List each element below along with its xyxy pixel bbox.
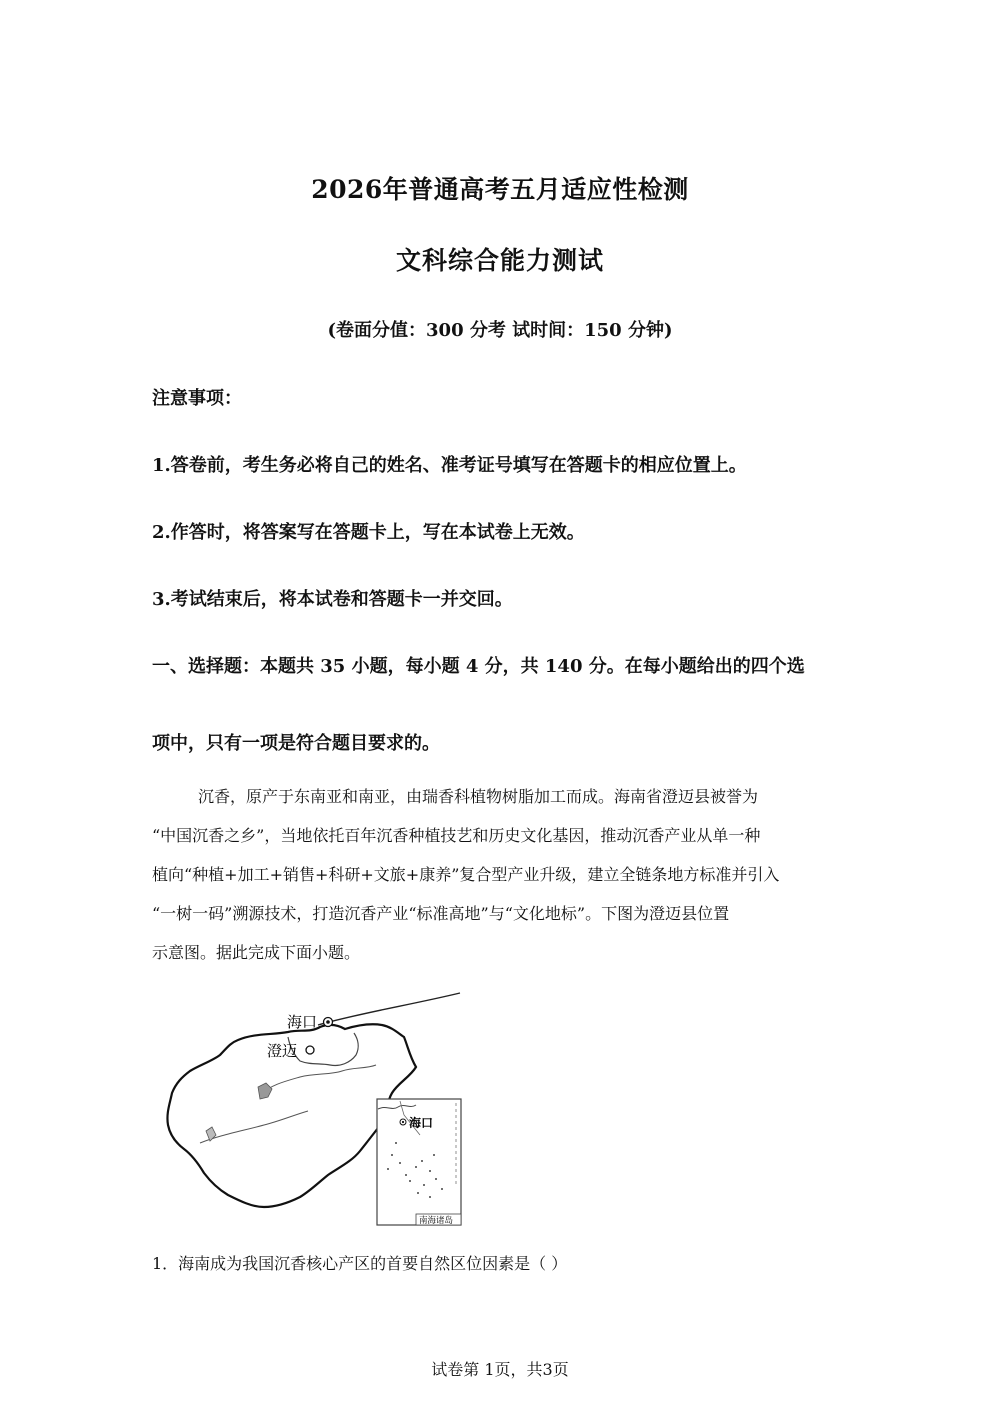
section-heading-line-1: 一、选择题：本题共 35 小题，每小题 4 分，共 140 分。在每小题给出的四个选	[152, 656, 805, 677]
haikou-marker-dot	[326, 1020, 330, 1024]
chengmai-location-map	[160, 985, 470, 1230]
map-label-haikou: 海口	[287, 1013, 318, 1031]
notes-heading: 注意事项：	[152, 388, 242, 409]
mainland-coast-arc	[318, 993, 460, 1025]
passage-line-2: “中国沉香之乡”，当地依托百年沉香种植技艺和历史文化基因，推动沉香产业从单一种	[152, 826, 761, 845]
passage-line-4: “一树一码”溯源技术，打造沉香产业“标准高地”与“文化地标”。下图为澄迈县位置	[152, 904, 730, 923]
inset-label-haikou: 海口	[409, 1116, 434, 1130]
passage-line-5: 示意图。据此完成下面小题。	[152, 943, 361, 962]
passage	[152, 777, 842, 972]
section-heading-line-2: 项中，只有一项是符合题目要求的。	[152, 733, 440, 754]
note-item-2: 2.作答时，将答案写在答题卡上，写在本试卷上无效。	[152, 522, 585, 543]
passage-line-1: 沉香，原产于东南亚和南亚，由瑞香科植物树脂加工而成。海南省澄迈县被誉为	[198, 787, 759, 806]
note-item-1: 1.答卷前，考生务必将自己的姓名、准考证号填写在答题卡的相应位置上。	[152, 455, 747, 476]
passage-line-3: 植向“种植+加工+销售+科研+文旅+康养”复合型产业升级，建立全链条地方标准并引入	[152, 865, 780, 884]
note-item-3: 3.考试结束后，将本试卷和答题卡一并交回。	[152, 589, 513, 610]
inset-haikou-marker-dot	[402, 1121, 404, 1123]
map-label-chengmai: 澄迈	[267, 1042, 298, 1060]
exam-subject: 文科综合能力测试	[395, 246, 604, 275]
page-footer: 试卷第 1页，共3页	[431, 1360, 569, 1379]
chengmai-marker-icon	[306, 1046, 314, 1054]
inset-caption: 南海诸岛	[419, 1216, 454, 1226]
exam-meta: (卷面分值：300 分考 试时间：150 分钟)	[327, 320, 673, 341]
exam-title: 2026年普通高考五月适应性检测	[311, 175, 689, 204]
question-1: 1．海南成为我国沉香核心产区的首要自然区位因素是（ ）	[152, 1254, 568, 1273]
